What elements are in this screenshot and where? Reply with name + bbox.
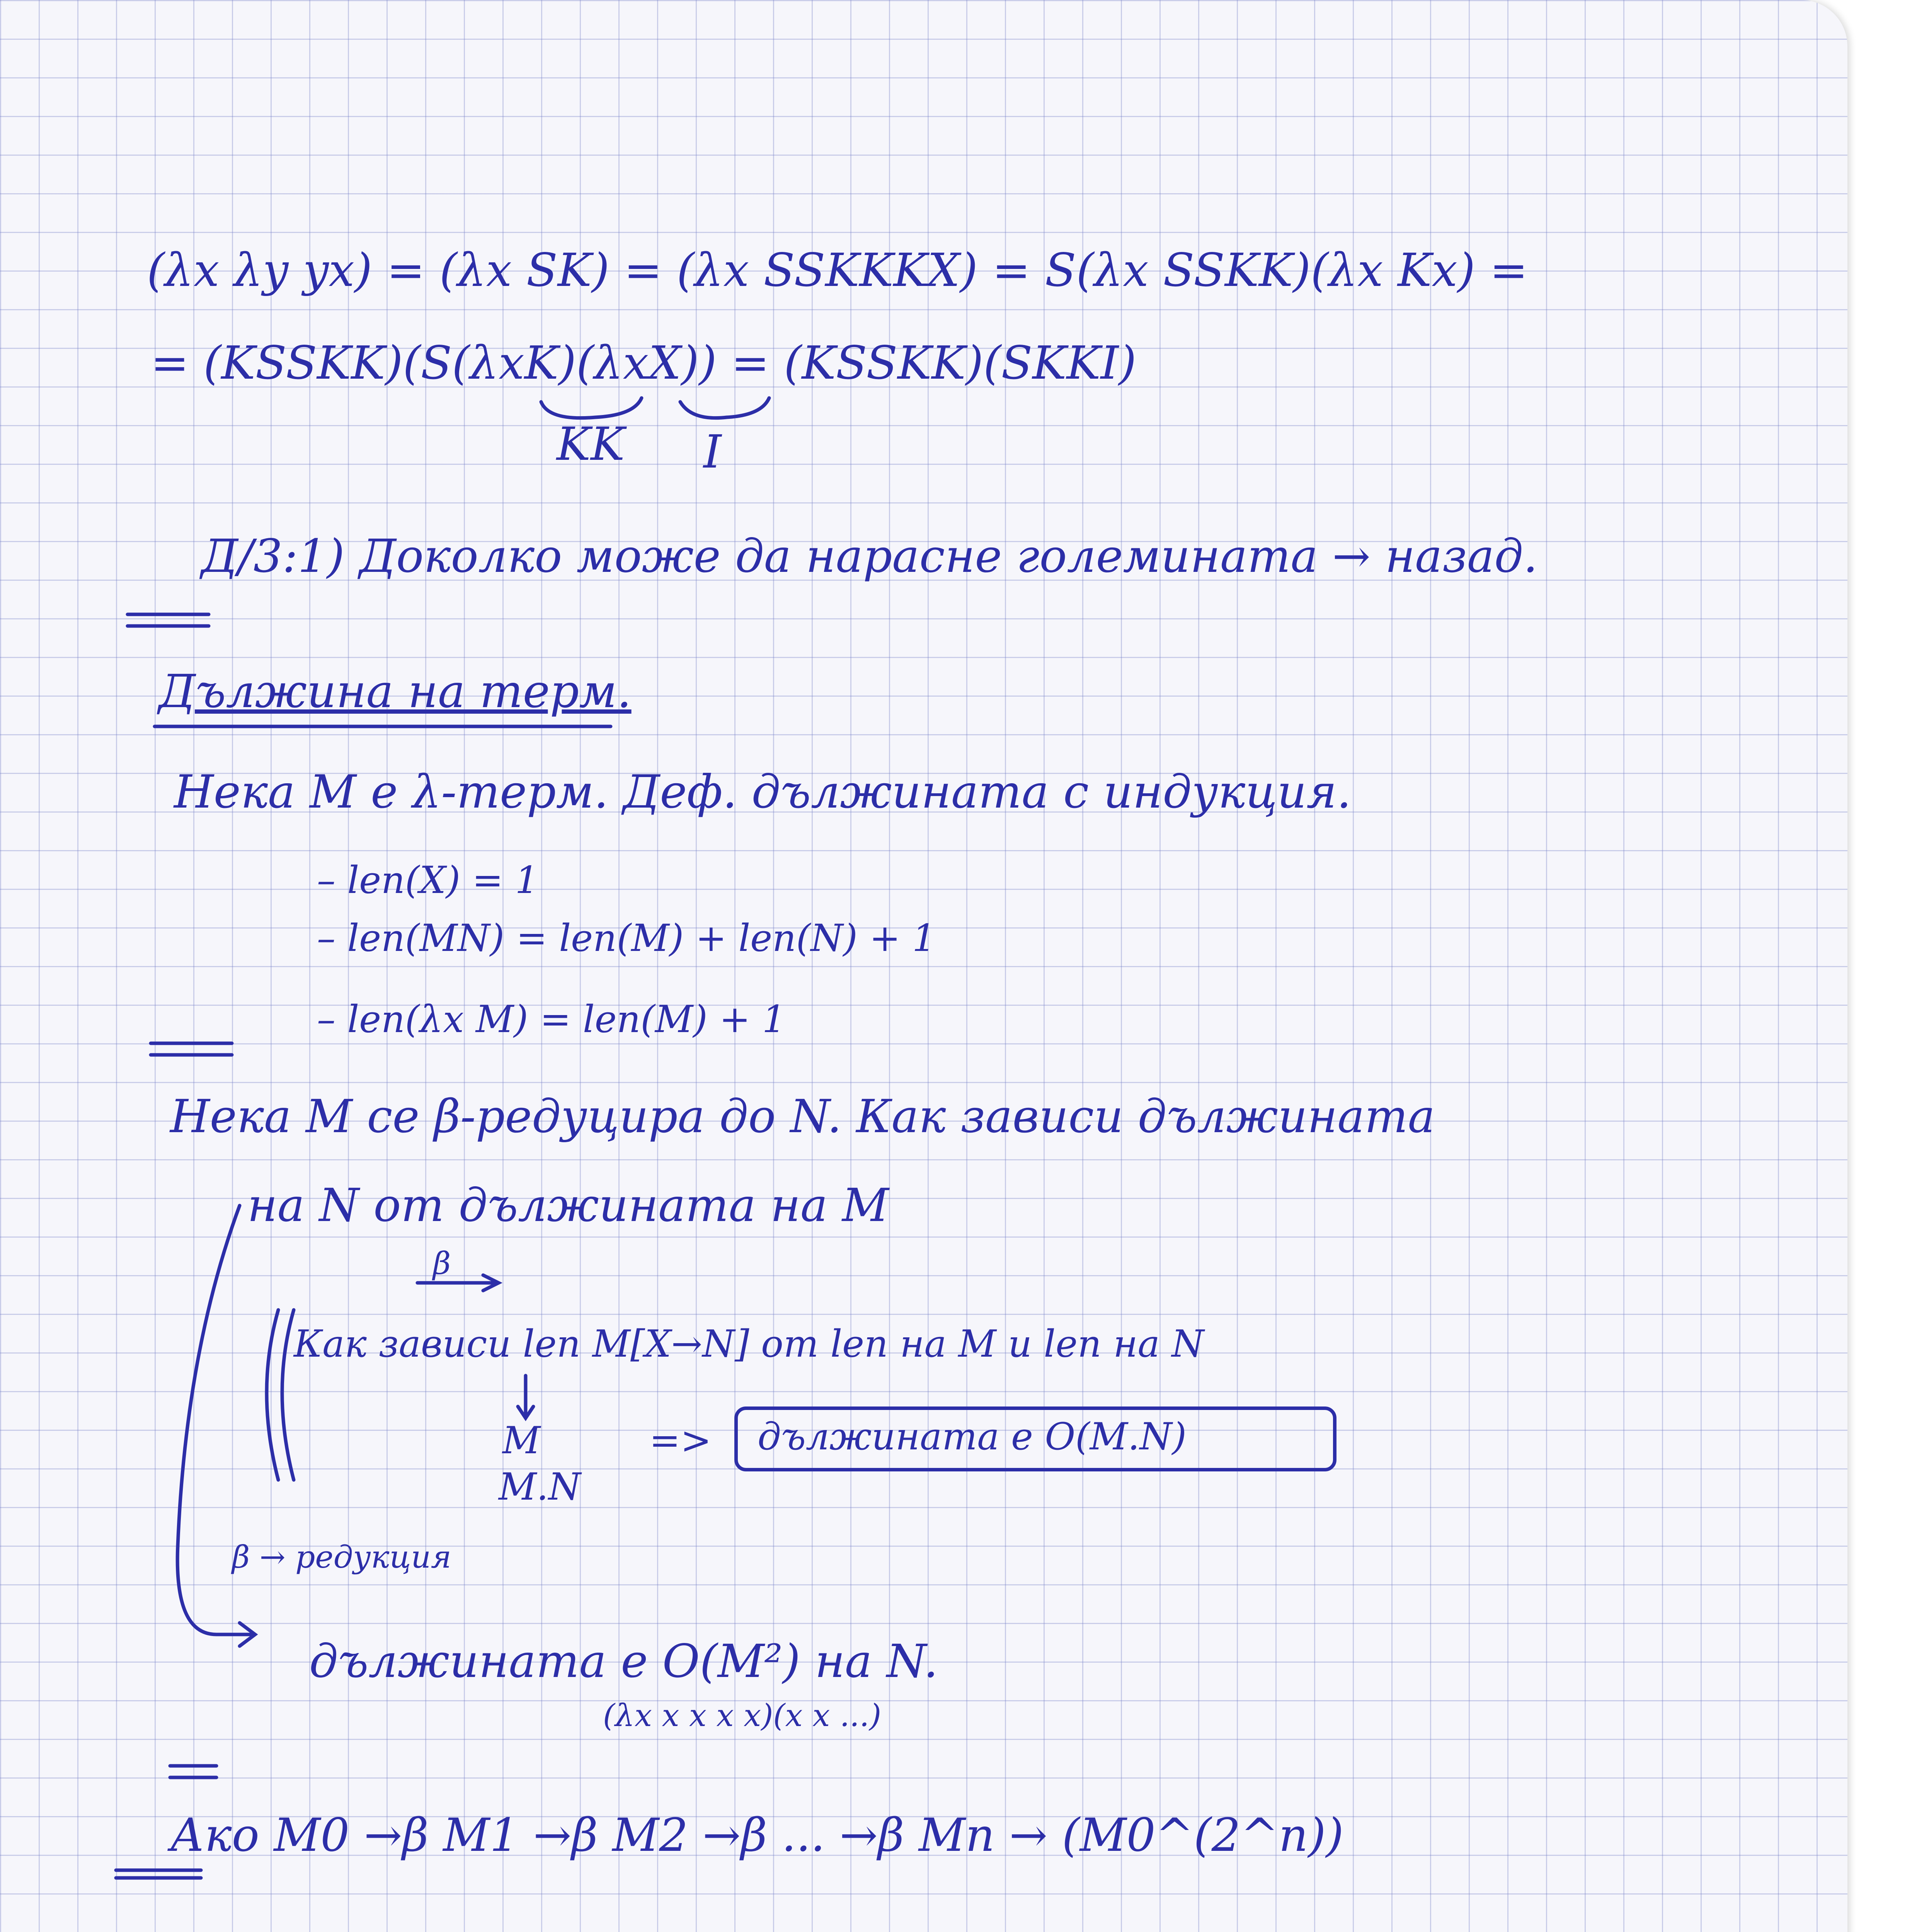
definition-rule-app: – len(MN) = len(M) + len(N) + 1 — [317, 917, 936, 960]
section-heading-term-length: Дължина на терм. — [158, 665, 632, 718]
brace-label-i: I — [703, 425, 722, 478]
reduction-chain: Ако M0 →β M1 →β M2 →β ... →β Mn → (M0^(2^n)) — [170, 1808, 1344, 1862]
equation-line-1: (λx λy yx) = (λx SK) = (λx SSKKKX) = S(λx SSKK)(λx Kx) = — [147, 243, 1528, 297]
beta-reduction-label: β → редукция — [232, 1539, 451, 1575]
question-line-1: Нека M се β-редуцира до N. Как зависи дължината — [170, 1090, 1435, 1143]
question-line-2: на N от дължината на M — [247, 1179, 889, 1232]
definition-rule-var: – len(X) = 1 — [317, 859, 539, 902]
implies-symbol: => — [649, 1419, 712, 1462]
result-boxed-text: дължината е O(M.N) — [758, 1415, 1187, 1458]
brace-label-kk: KK — [557, 417, 625, 471]
example-term: (λx x x x x)(x x ...) — [603, 1697, 882, 1733]
substitution-question: Как зависи len M[X→N] от len на M и len на N — [294, 1322, 1204, 1366]
brace-under-i — [680, 398, 769, 418]
definition-intro: Нека M е λ-терм. Деф. дължината с индукция. — [174, 765, 1352, 818]
length-result: дължината е O(M²) на N. — [309, 1634, 938, 1688]
equation-line-2: = (KSSKK)(S(λxK)(λxX)) = (KSSKK)(SKKI) — [151, 336, 1137, 389]
beta-arrow-label: β — [433, 1245, 451, 1281]
definition-rule-abs: – len(λx M) = len(M) + 1 — [317, 998, 786, 1041]
inner-paren-1 — [267, 1310, 278, 1480]
bracket-arrow — [177, 1206, 251, 1634]
down-arrow-m-label: M — [502, 1419, 541, 1462]
growth-note: Д/3:1) Доколко може да нарасне големината → назад. — [201, 529, 1538, 583]
m-times-n-label: M.N — [499, 1465, 581, 1509]
inner-paren-2 — [282, 1310, 294, 1480]
brace-under-kk — [541, 398, 642, 418]
